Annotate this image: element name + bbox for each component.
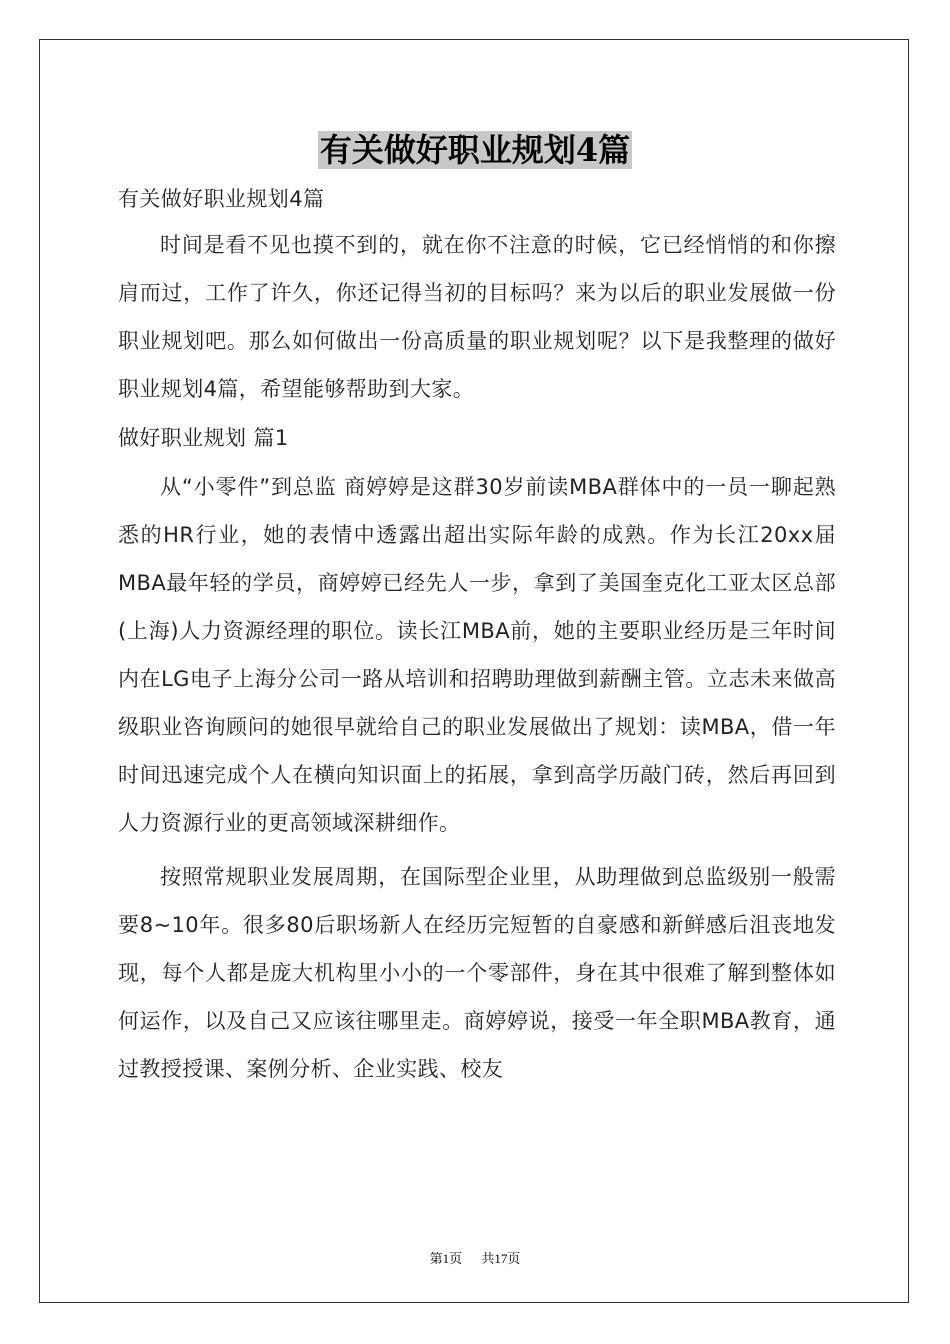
section-heading: 做好职业规划 篇1 bbox=[118, 426, 289, 450]
body-paragraph-2: 按照常规职业发展周期，在国际型企业里，从助理做到总监级别一般需要8~10年。很多80后职场新人在经历完短暂的自豪感和新鲜感后沮丧地发现，每个人都是庞大机构里小小的一个零部件，身在其中很难了解到整体如何运作，以及自己又应该往哪里走。商婷婷说，接受一年全职MBA教育，通过教授授课、案例分析、企业实践、校友 bbox=[118, 865, 836, 1081]
page-total: 共17页 bbox=[481, 1251, 521, 1266]
intro-paragraph: 时间是看不见也摸不到的，就在你不注意的时候，它已经悄悄的和你擦肩而过，工作了许久，你还记得当初的目标吗？来为以后的职业发展做一份职业规划吧。那么如何做出一份高质量的职业规划呢？以下是我整理的做好职业规划4篇，希望能够帮助到大家。 bbox=[118, 233, 836, 401]
document-subtitle: 有关做好职业规划4篇 bbox=[118, 187, 325, 211]
title-text: 有关做好职业规划4篇 bbox=[319, 131, 631, 169]
page-number: 第1页 bbox=[429, 1251, 463, 1266]
body-paragraph-1: 从“小零件”到总监 商婷婷是这群30岁前读MBA群体中的一员一聊起熟悉的HR行业，她的表情中透露出超出实际年龄的成熟。作为长江20xx届MBA最年轻的学员，商婷婷已经先人一步，拿到了美国奎克化工亚太区总部(上海)人力资源经理的职位。读长江MBA前，她的主要职业经历是三年时间内在LG电子上海分公司一路从培训和招聘助理做到薪酬主管。立志未来做高级职业咨询顾问的她很早就给自己的职业发展做出了规划：读MBA，借一年时间迅速完成个人在横向知识面上的拓展，拿到高学历敲门砖，然后再回到人力资源行业的更高领域深耕细作。 bbox=[118, 475, 836, 835]
document-body bbox=[118, 180, 836, 1093]
page-footer bbox=[0, 1248, 950, 1267]
document-title bbox=[0, 130, 950, 170]
